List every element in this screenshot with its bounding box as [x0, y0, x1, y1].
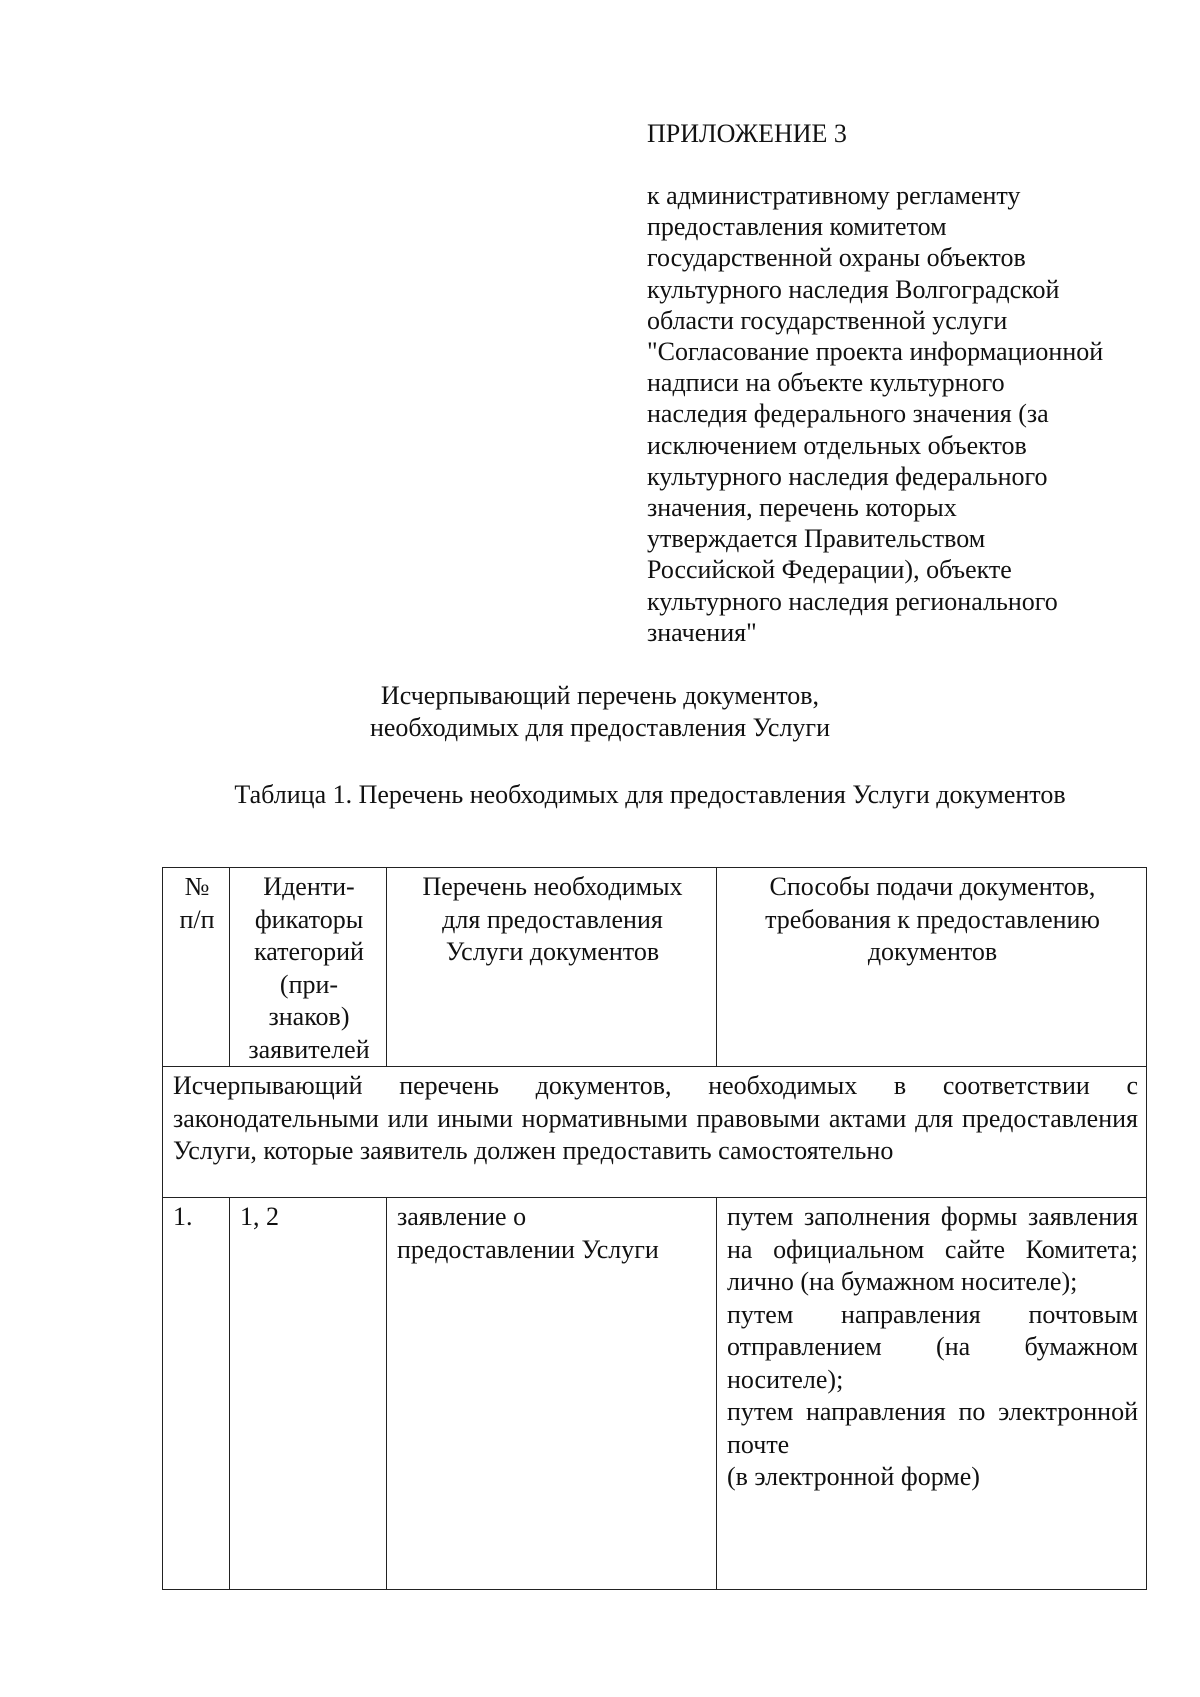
header-applicant-ids: Иденти- фикаторы категорий (при- знаков) заявителей [230, 868, 387, 1067]
table-row [163, 1198, 1147, 1590]
appendix-title: ПРИЛОЖЕНИЕ 3 [647, 119, 847, 148]
method-item: путем заполнения формы заявления на официальном сайте Комитета; [727, 1202, 1138, 1264]
header-submission-methods: Способы подачи документов, требования к предоставлению документов [717, 868, 1147, 1067]
method-item: лично (на бумажном носителе); [727, 1267, 1078, 1296]
table-header-row [163, 868, 1147, 1067]
row-number: 1. [163, 1198, 230, 1590]
method-item: путем направления почтовым отправлением (на бумажном носителе); [727, 1299, 1138, 1394]
appendix-text: к административному регламенту предоставления комитетом государственной охраны объектов культурного наследия Волгоградской области государственной услуги "Согласование проекта информационной надписи на объекте культурного наследия федерального значения (за исключением отдельных объектов культурного наследия федерального значения, перечень которых утверждается Правительством Российской Федерации), объекте культурного наследия регионального значения" [647, 181, 1104, 647]
header-number: № п/п [163, 868, 230, 1067]
section-text: Исчерпывающий перечень документов, необходимых в соответствии с законодательными или иными нормативными правовыми актами для предоставления Услуги, которые заявитель должен предоставить самостоятельно [163, 1067, 1147, 1198]
method-item: путем направления по электронной почте [727, 1397, 1138, 1459]
row-submission-methods [717, 1198, 1147, 1590]
table-caption: Таблица 1. Перечень необходимых для предоставления Услуги документов [234, 780, 1066, 809]
header-documents: Перечень необходимых для предоставления Услуги документов [387, 868, 717, 1067]
row-applicant-ids: 1, 2 [230, 1198, 387, 1590]
document-heading: Исчерпывающий перечень документов, необходимых для предоставления Услуги [369, 681, 831, 742]
table-section-row [163, 1067, 1147, 1198]
row-document: заявление о предоставлении Услуги [387, 1198, 717, 1590]
method-item: (в электронной форме) [727, 1462, 980, 1491]
appendix-block [647, 118, 1167, 648]
documents-table [162, 867, 1147, 1590]
